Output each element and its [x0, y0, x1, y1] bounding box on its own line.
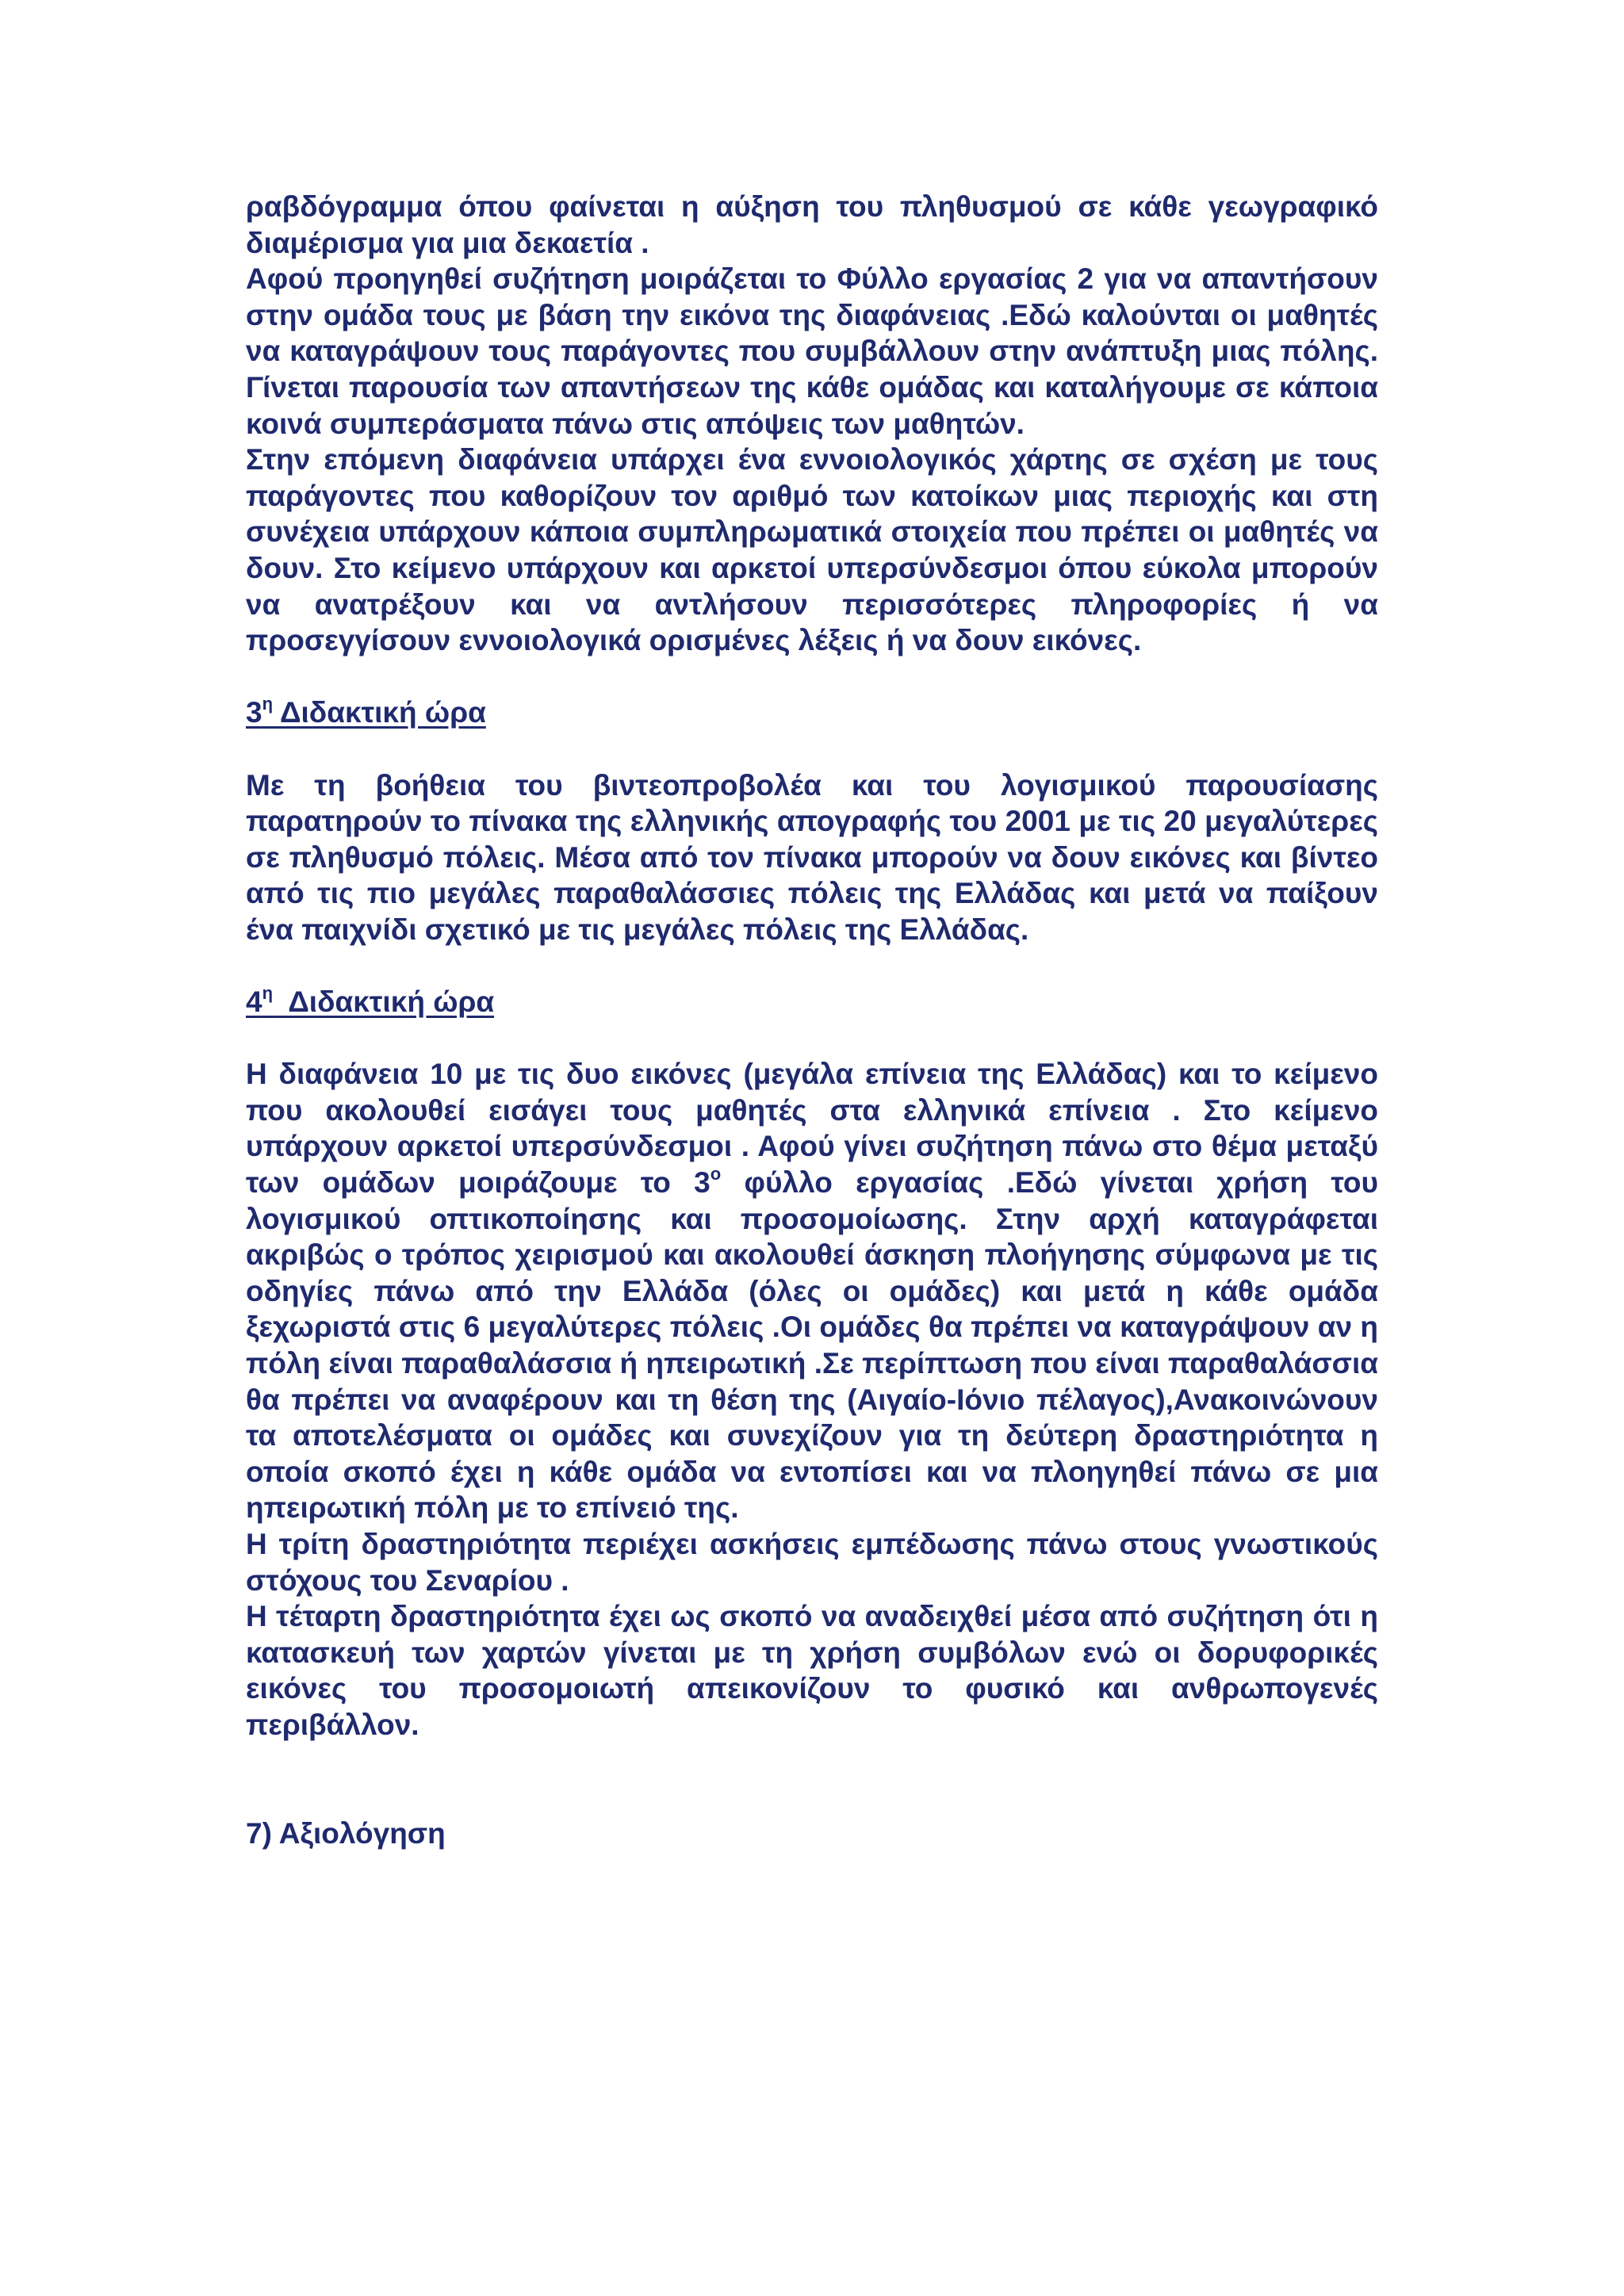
heading-fourth-superscript: η	[262, 983, 274, 1004]
heading-third-lesson-hour	[246, 695, 1378, 731]
section-evaluation-title: 7) Αξιολόγηση	[246, 1816, 446, 1850]
heading-third-text: Διδακτική ώρα	[273, 696, 486, 729]
paragraph-slide-10-part1: Η διαφάνεια 10 με τις δυο εικόνες (μεγάλα επίνεια της Ελλάδας) και το κείμενο που ακολουθεί εισάγει τους μαθητές στα ελληνικά επίνεια . Στο κείμενο υπάρχουν αρκετοί υπερσύνδεσμοι . Αφού γίνει συζήτηση πάνω στο θέμα μεταξύ των ομάδων μοιράζουμε το 3	[246, 1058, 1378, 1200]
paragraph-slide-10-part2: φύλλο εργασίας .Εδώ γίνεται χρήση του λογισμικού οπτικοποίησης και προσομοίωσης. Στην αρχή καταγράφεται ακριβώς ο τρόπος χειρισμού και ακολουθεί άσκηση πλοήγησης σύμφωνα με τις οδηγίες πάνω από την Ελλάδα (όλες οι ομάδες) και μετά η κάθε ομάδα ξεχωριστά στις 6 μεγαλύτερες πόλεις .Οι ομάδες θα πρέπει να καταγράψουν αν η πόλη είναι παραθαλάσσια ή ηπειρωτική .Σε περίπτωση που είναι παραθαλάσσια θα πρέπει να αναφέρουν και τη θέση της (Αιγαίο-Ιόνιο πέλαγος),Ανακοινώνουν τα αποτελέσματα οι ομάδες και συνεχίζουν για τη δεύτερη δραστηριότητα η οποία σκοπό έχει η κάθε ομάδα να εντοπίσει και να πλοηγηθεί πάνω σε μια ηπειρωτική πόλη με το επίνειό της.	[246, 1166, 1378, 1525]
document-page	[246, 189, 1378, 1851]
heading-fourth-text: Διδακτική ώρα	[273, 985, 495, 1019]
paragraph-census-table: Με τη βοήθεια του βιντεοπροβολέα και του λογισμικού παρουσίασης παρατηρούν το πίνακα της ελληνικής απογραφής του 2001 με τις 20 μεγαλύτερες σε πληθυσμό πόλεις. Μέσα από τον πίνακα μπορούν να δουν εικόνες και βίντεο από τις πιο μεγάλες παραθαλάσσιες πόλεις της Ελλάδας και μετά να παίξουν ένα παιχνίδι σχετικό με τις μεγάλες πόλεις της Ελλάδας.	[246, 768, 1378, 946]
paragraph-slide-10-ports	[246, 1056, 1378, 1526]
heading-fourth-lesson-hour	[246, 984, 1378, 1020]
heading-fourth-number: 4	[246, 985, 262, 1019]
paragraph-third-activity: Η τρίτη δραστηριότητα περιέχει ασκήσεις εμπέδωσης πάνω στους γνωστικούς στόχους του Σεναρίου .	[246, 1527, 1378, 1597]
paragraph-worksheet-2: Αφού προηγηθεί συζήτηση μοιράζεται το Φύλλο εργασίας 2 για να απαντήσουν στην ομάδα τους με βάση την εικόνα της διαφάνειας .Εδώ καλούνται οι μαθητές να καταγράψουν τους παράγοντες που συμβάλλουν στην ανάπτυξη μιας πόλης. Γίνεται παρουσία των απαντήσεων της κάθε ομάδας και καταλήγουμε σε κάποια κοινά συμπεράσματα πάνω στις απόψεις των μαθητών.	[246, 262, 1378, 440]
paragraph-fourth-activity: Η τέταρτη δραστηριότητα έχει ως σκοπό να αναδειχθεί μέσα από συζήτηση ότι η κατασκευή των χαρτών γίνεται με τη χρήση συμβόλων ενώ οι δορυφορικές εικόνες του προσομοιωτή απεικονίζουν το φυσικό και ανθρωπογενές περιβάλλον.	[246, 1600, 1378, 1741]
paragraph-concept-map: Στην επόμενη διαφάνεια υπάρχει ένα εννοιολογικός χάρτης σε σχέση με τους παράγοντες που καθορίζουν τον αριθμό των κατοίκων μιας περιοχής και στη συνέχεια υπάρχουν κάποια συμπληρωματικά στοιχεία που πρέπει οι μαθητές να δουν. Στο κείμενο υπάρχουν και αρκετοί υπερσύνδεσμοι όπου εύκολα μπορούν να ανατρέξουν και να αντλήσουν περισσότερες πληροφορίες ή να προσεγγίσουν εννοιολογικά ορισμένες λέξεις ή να δουν εικόνες.	[246, 443, 1378, 657]
worksheet-ordinal-superscript: ο	[710, 1164, 722, 1184]
heading-third-superscript: η	[262, 694, 274, 714]
heading-third-number: 3	[246, 696, 262, 729]
paragraph-bar-chart: ραβδόγραμμα όπου φαίνεται η αύξηση του πληθυσμού σε κάθε γεωγραφικό διαμέρισμα για μια δεκαετία .	[246, 190, 1378, 259]
